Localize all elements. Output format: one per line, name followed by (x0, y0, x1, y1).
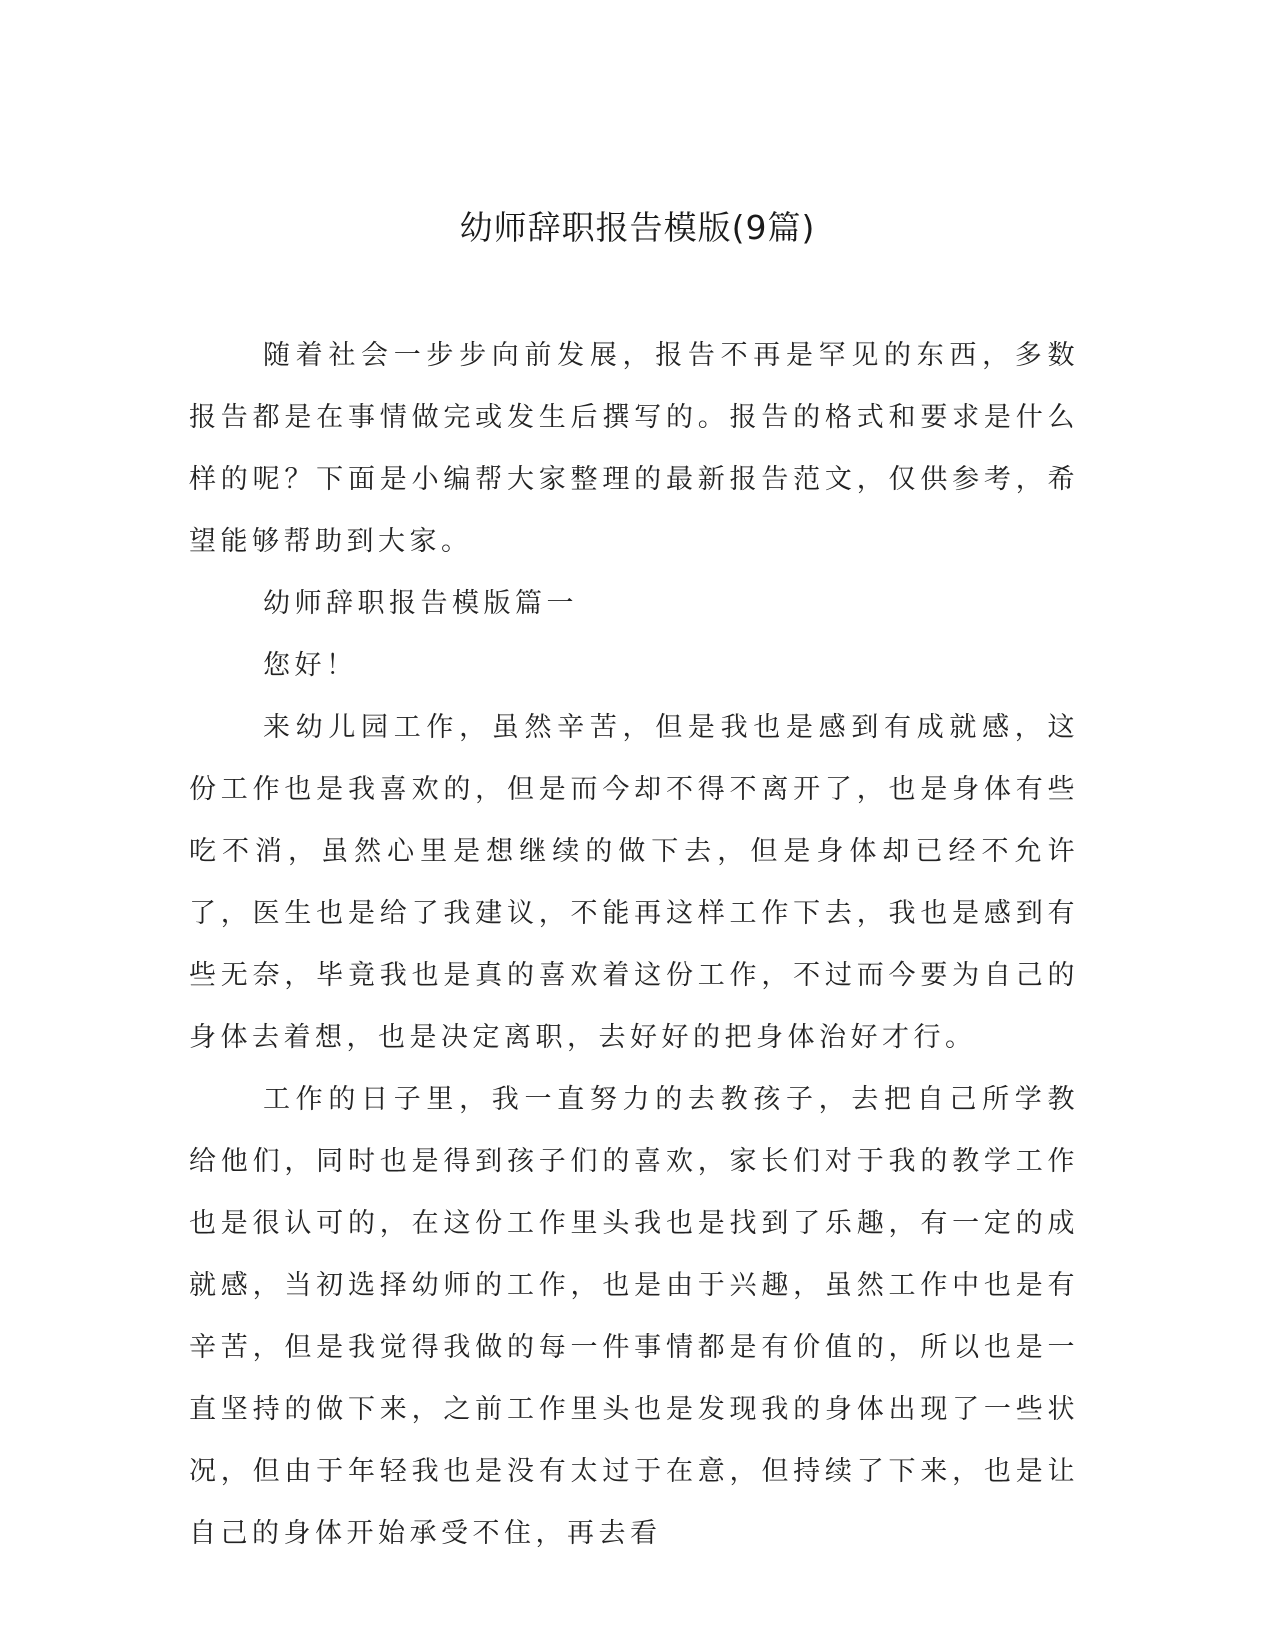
body-paragraph: 来幼儿园工作，虽然辛苦，但是我也是感到有成就感，这份工作也是我喜欢的，但是而今却不得不离开了，也是身体有些吃不消，虽然心里是想继续的做下去，但是身体却已经不允许了，医生也是给了我建议，不能再这样工作下去，我也是感到有些无奈，毕竟我也是真的喜欢着这份工作，不过而今要为自己的身体去着想，也是决定离职，去好好的把身体治好才行。 (189, 712, 1079, 1053)
greeting: 您好！ (263, 650, 358, 681)
body-paragraph: 工作的日子里，我一直努力的去教孩子，去把自己所学教给他们，同时也是得到孩子们的喜欢，家长们对于我的教学工作也是很认可的，在这份工作里头我也是找到了乐趣，有一定的成就感，当初选择幼师的工作，也是由于兴趣，虽然工作中也是有辛苦，但是我觉得我做的每一件事情都是有价值的，所以也是一直坚持的做下来，之前工作里头也是发现我的身体出现了一些状况，但由于年轻我也是没有太过于在意，但持续了下来，也是让自己的身体开始承受不住，再去看 (189, 1084, 1079, 1549)
document-title: 幼师辞职报告模版(9篇) (459, 208, 816, 247)
section-heading: 幼师辞职报告模版篇一 (263, 588, 578, 619)
document-body (189, 325, 1079, 1565)
intro-paragraph: 随着社会一步步向前发展，报告不再是罕见的东西，多数报告都是在事情做完或发生后撰写的。报告的格式和要求是什么样的呢？下面是小编帮大家整理的最新报告范文，仅供参考，希望能够帮助到大家。 (189, 340, 1079, 557)
